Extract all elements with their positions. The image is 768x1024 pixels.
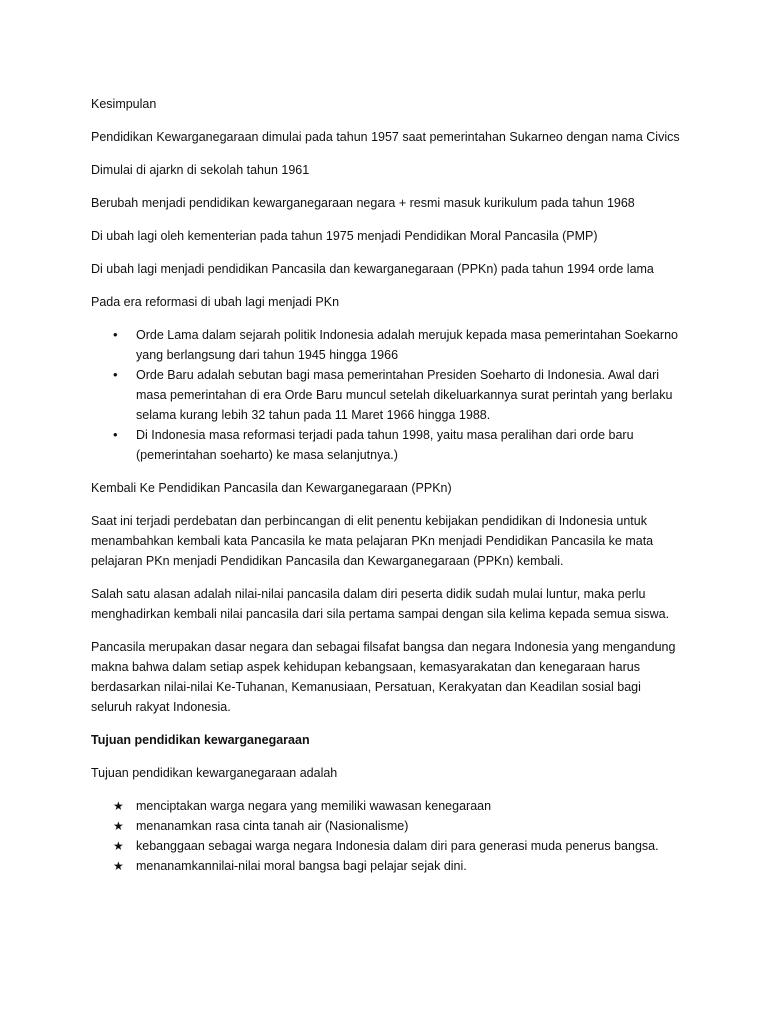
list-item xyxy=(91,425,681,465)
heading-kembali-ppkn: Kembali Ke Pendidikan Pancasila dan Kewarganegaraan (PPKn) xyxy=(91,481,452,495)
list-item xyxy=(91,365,681,425)
heading-kesimpulan: Kesimpulan xyxy=(91,97,157,111)
paragraph-1961: Dimulai di ajarkn di sekolah tahun 1961 xyxy=(91,163,310,177)
list-item xyxy=(91,816,681,836)
star-icon: ★ xyxy=(113,799,124,813)
paragraph-1994: Di ubah lagi menjadi pendidikan Pancasila dan kewarganegaraan (PPKn) pada tahun 1994 orde lama xyxy=(91,262,654,276)
list-item xyxy=(91,796,681,816)
list-item-text: menanamkannilai-nilai moral bangsa bagi pelajar sejak dini. xyxy=(136,859,467,873)
star-icon: ★ xyxy=(113,839,124,853)
paragraph-alasan: Salah satu alasan adalah nilai-nilai pancasila dalam diri peserta didik sudah mulai luntur, maka perlu menghadirkan kembali nilai pancasila dari sila pertama sampai dengan sila kelima kepada semua siswa. xyxy=(91,587,670,621)
bullet-dot-icon: • xyxy=(113,367,118,382)
paragraph-pancasila: Pancasila merupakan dasar negara dan sebagai filsafat bangsa dan negara Indonesia yang mengandung makna bahwa dalam setiap aspek kehidupan kebangsaan, kemasyarakatan dan kenegaraan harus berdasarkan nilai-nilai Ke-Tuhanan, Kemanusiaan, Persatuan, Kerakyatan dan Keadilan sosial bagi seluruh rakyat Indonesia. xyxy=(91,640,676,714)
list-item xyxy=(91,836,681,856)
paragraph-tujuan-intro: Tujuan pendidikan kewarganegaraan adalah xyxy=(91,766,338,780)
era-list xyxy=(91,325,681,465)
heading-tujuan: Tujuan pendidikan kewarganegaraan xyxy=(91,733,310,747)
list-item-text: Di Indonesia masa reformasi terjadi pada tahun 1998, yaitu masa peralihan dari orde baru (pemerintahan soeharto) ke masa selanjutnya.) xyxy=(136,428,634,462)
list-item xyxy=(91,325,681,365)
star-icon: ★ xyxy=(113,819,124,833)
list-item xyxy=(91,856,681,876)
paragraph-civics: Pendidikan Kewarganegaraan dimulai pada tahun 1957 saat pemerintahan Sukarneo dengan nama Civics xyxy=(91,130,680,144)
goal-list xyxy=(91,796,681,876)
list-item-text: Orde Baru adalah sebutan bagi masa pemerintahan Presiden Soeharto di Indonesia. Awal dari masa pemerintahan di era Orde Baru muncul setelah dikeluarkannya surat perintah yang berlaku selama kurang lebih 32 tahun pada 11 Maret 1966 hingga 1988. xyxy=(136,368,673,422)
paragraph-perdebatan: Saat ini terjadi perdebatan dan perbincangan di elit penentu kebijakan pendidikan di Indonesia untuk menambahkan kembali kata Pancasila ke mata pelajaran PKn menjadi Pendidikan Pancasila ke mata pelajaran PKn menjadi Pendidikan Pancasila dan Kewarganegaraan (PPKn) kembali. xyxy=(91,514,654,568)
bullet-dot-icon: • xyxy=(113,327,118,342)
paragraph-1968: Berubah menjadi pendidikan kewarganegaraan negara + resmi masuk kurikulum pada tahun 1968 xyxy=(91,196,635,210)
paragraph-1975: Di ubah lagi oleh kementerian pada tahun 1975 menjadi Pendidikan Moral Pancasila (PMP) xyxy=(91,229,598,243)
list-item-text: kebanggaan sebagai warga negara Indonesia dalam diri para generasi muda penerus bangsa. xyxy=(136,839,659,853)
list-item-text: menanamkan rasa cinta tanah air (Nasionalisme) xyxy=(136,819,409,833)
bullet-dot-icon: • xyxy=(113,427,118,442)
list-item-text: menciptakan warga negara yang memiliki wawasan kenegaraan xyxy=(136,799,492,813)
star-icon: ★ xyxy=(113,859,124,873)
document-page xyxy=(91,94,681,889)
paragraph-reformasi: Pada era reformasi di ubah lagi menjadi PKn xyxy=(91,295,340,309)
list-item-text: Orde Lama dalam sejarah politik Indonesia adalah merujuk kepada masa pemerintahan Soekarno yang berlangsung dari tahun 1945 hingga 1966 xyxy=(136,328,678,362)
